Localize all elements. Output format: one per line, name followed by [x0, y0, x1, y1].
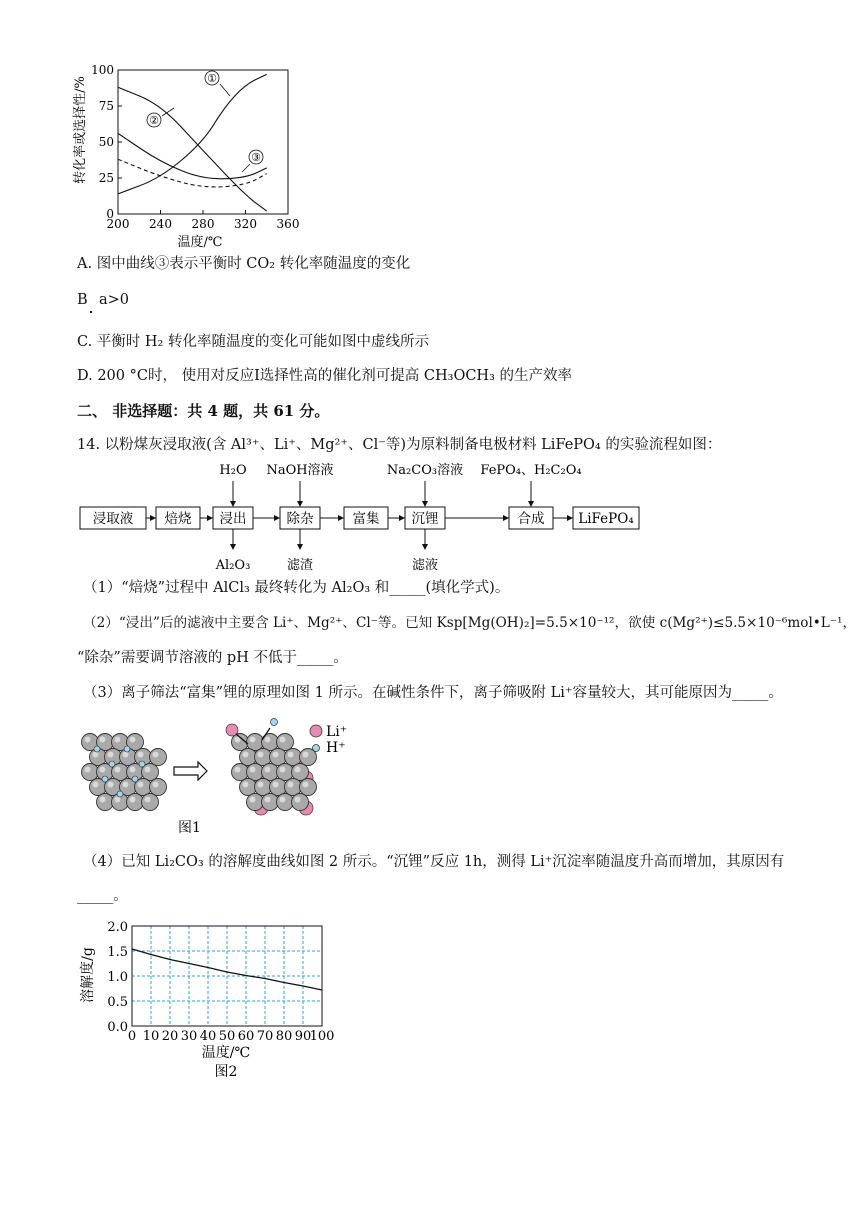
sieve-particle-highlight — [145, 767, 151, 773]
h-ion-leaving — [271, 719, 278, 726]
chart2-xtick-label: 70 — [256, 1029, 274, 1044]
legend-h-marker — [313, 745, 320, 752]
chart2-ytick-label: 1.5 — [107, 945, 128, 960]
option-b-text: a>0 — [99, 292, 130, 308]
sieve-particle — [150, 749, 167, 766]
flow-arrow-head — [274, 515, 280, 521]
flow-input-label: H₂O — [219, 463, 247, 478]
sieve-particle — [247, 764, 264, 781]
sieve-particle-highlight — [235, 767, 241, 773]
sieve-particle — [255, 749, 272, 766]
sieve-particle — [292, 794, 309, 811]
sieve-particle-highlight — [258, 782, 264, 788]
sieve-particle — [300, 779, 317, 796]
chart1-ytick-label: 100 — [91, 63, 114, 77]
sieve-particle — [150, 779, 167, 796]
flow-arrow-head — [399, 515, 405, 521]
sieve-particle-highlight — [243, 782, 249, 788]
sieve-particle-highlight — [265, 797, 271, 803]
option-a: A. 图中曲线③表示平衡时 CO₂ 转化率随温度的变化 — [77, 256, 411, 272]
section-title: 二、 非选择题：共 4 题，共 61 分。 — [77, 402, 330, 420]
sieve-particle-highlight — [138, 782, 144, 788]
legend-li-label: Li⁺ — [326, 724, 348, 740]
sieve-particle-highlight — [115, 737, 121, 743]
sieve-particle — [255, 779, 272, 796]
sieve-particle-highlight — [243, 752, 249, 758]
h-ion — [109, 761, 115, 767]
flow-input-label: FePO₄、H₂C₂O₄ — [480, 463, 582, 478]
chart2-xtick-label: 90 — [294, 1029, 312, 1044]
chart1-frame — [118, 70, 288, 214]
option-d: D. 200 °C时， 使用对反应Ⅰ选择性高的催化剂可提高 CH₃OCH₃ 的生产效率 — [77, 368, 573, 384]
sieve-particle — [127, 794, 144, 811]
sieve-particle — [82, 764, 99, 781]
conversion-selectivity-chart — [70, 56, 310, 252]
flow-arrow-head — [338, 515, 344, 521]
flow-input-arrowhead — [297, 501, 303, 507]
flow-input-label: NaOH溶液 — [266, 463, 334, 478]
chart1-xtick-label: 280 — [191, 217, 215, 231]
chart2-ytick-label: 1.0 — [107, 970, 128, 985]
ion-sieve-figure — [72, 714, 372, 842]
flow-box-label: 焙烧 — [164, 511, 192, 527]
sieve-particle-highlight — [250, 797, 256, 803]
flow-arrow-head — [150, 515, 156, 521]
sieve-particle-highlight — [273, 752, 279, 758]
chart2-ylabel: 溶解度/g — [80, 947, 96, 1003]
chart2-xtick-label: 80 — [275, 1029, 293, 1044]
sieve-particle-highlight — [295, 767, 301, 773]
question-2-line2: “除杂”需要调节溶液的 pH 不低于_____。 — [77, 650, 348, 666]
sieve-particle-highlight — [265, 767, 271, 773]
sieve-particle — [232, 764, 249, 781]
sieve-particle — [270, 749, 287, 766]
sieve-particle — [247, 794, 264, 811]
flow-output-arrowhead — [297, 544, 303, 550]
chart1-series-line — [118, 74, 267, 194]
sieve-particle-highlight — [93, 782, 99, 788]
sieve-particle-highlight — [123, 782, 129, 788]
q14-stem: 14. 以粉煤灰浸取液(含 Al³⁺、Li⁺、Mg²⁺、Cl⁻等)为原料制备电极材料 LiFePO₄ 的实验流程如图： — [77, 437, 722, 453]
sieve-particle-highlight — [265, 737, 271, 743]
flow-output-label: 滤渣 — [286, 558, 314, 573]
fig1-caption: 图1 — [178, 820, 201, 836]
question-4-line2: _____。 — [77, 888, 128, 904]
flow-output-label: 滤液 — [411, 558, 439, 573]
option-b-dot — [90, 311, 92, 313]
question-3: （3）离子筛法“富集”锂的原理如图 1 所示。在碱性条件下，离子筛吸附 Li⁺容量较大，其可能原因为_____。 — [83, 685, 783, 701]
chart2-ytick-label: 0.5 — [107, 995, 128, 1010]
sieve-particle — [292, 764, 309, 781]
sieve-particle-highlight — [130, 797, 136, 803]
chart2-xtick-label: 40 — [199, 1029, 217, 1044]
sieve-particle — [262, 794, 279, 811]
ion-sieve-after — [226, 719, 317, 816]
flow-arrow-head — [207, 515, 213, 521]
sieve-particle-highlight — [130, 737, 136, 743]
sieve-particle-highlight — [288, 782, 294, 788]
question-4-line1: （4）已知 Li₂CO₃ 的溶解度曲线如图 2 所示。“沉锂”反应 1h，测得 Li⁺沉淀率随温度升高而增加，其原因有 — [83, 854, 785, 870]
flow-output-arrowhead — [230, 544, 236, 550]
chart2-ytick-label: 0.0 — [107, 1020, 128, 1035]
flow-box-label: 浸出 — [219, 511, 247, 527]
chart1-ytick-label: 75 — [98, 99, 114, 113]
h-ion — [124, 746, 130, 752]
sieve-particle-highlight — [138, 752, 144, 758]
chart1-series-line — [118, 133, 267, 178]
process-flowchart — [72, 458, 652, 576]
chart1-curve-label: ③ — [251, 151, 261, 164]
sieve-particle — [285, 749, 302, 766]
chart1-ytick-label: 50 — [98, 135, 114, 149]
chart2-xtick-label: 10 — [142, 1029, 160, 1044]
h-ion — [132, 776, 138, 782]
sieve-particle — [240, 749, 257, 766]
sieve-particle-highlight — [303, 782, 309, 788]
sieve-particle — [262, 764, 279, 781]
chart1-ytick-label: 25 — [98, 171, 114, 185]
sieve-particle-highlight — [100, 767, 106, 773]
flow-arrow-head — [503, 515, 509, 521]
sieve-particle-highlight — [153, 752, 159, 758]
chart1-leader-line — [242, 164, 250, 172]
sieve-particle-highlight — [100, 797, 106, 803]
chart1-leader-line — [220, 84, 230, 96]
sieve-particle-highlight — [280, 797, 286, 803]
option-c: C. 平衡时 H₂ 转化率随温度的变化可能如图中虚线所示 — [77, 334, 429, 350]
option-b-letter: B — [77, 292, 88, 308]
h-ion — [117, 791, 123, 797]
chart1-series-line — [118, 87, 267, 211]
sieve-particle — [240, 779, 257, 796]
flow-box-label: 浸取液 — [92, 511, 134, 527]
sieve-particle-highlight — [280, 737, 286, 743]
flow-input-arrowhead — [528, 501, 534, 507]
flow-output-arrowhead — [422, 544, 428, 550]
sieve-particle — [277, 794, 294, 811]
sieve-particle — [277, 764, 294, 781]
h-ion — [102, 776, 108, 782]
sieve-particle-highlight — [295, 797, 301, 803]
sieve-particle-highlight — [145, 797, 151, 803]
flow-box-label: 除杂 — [286, 511, 314, 527]
sieve-particle-highlight — [115, 797, 121, 803]
solubility-chart — [76, 914, 346, 1086]
flow-box-label: 合成 — [517, 511, 545, 527]
chart1-xtick-label: 240 — [149, 217, 172, 231]
sieve-particle-highlight — [108, 752, 114, 758]
chart1-xtick-label: 320 — [234, 217, 257, 231]
sieve-particle-highlight — [280, 767, 286, 773]
chart2-xtick-label: 60 — [237, 1029, 255, 1044]
sieve-particle-highlight — [288, 752, 294, 758]
sieve-particle — [270, 779, 287, 796]
sieve-particle-highlight — [130, 767, 136, 773]
flow-output-label: Al₂O₃ — [215, 558, 251, 573]
sieve-particle — [277, 734, 294, 751]
chart1-series-line — [118, 159, 267, 187]
chart2-xtick-label: 30 — [180, 1029, 198, 1044]
sieve-particle-highlight — [250, 737, 256, 743]
legend-h-label: H⁺ — [326, 740, 346, 756]
h-ion — [139, 761, 145, 767]
chart1-xtick-label: 200 — [106, 217, 130, 231]
sieve-particle — [285, 779, 302, 796]
flow-input-arrowhead — [422, 501, 428, 507]
ion-sieve-before — [82, 734, 167, 811]
chart1-curve-label: ② — [149, 114, 159, 127]
chart2-xtick-label: 20 — [161, 1029, 179, 1044]
question-1: （1）“焙烧”过程中 AlCl₃ 最终转化为 Al₂O₃ 和_____(填化学式)。 — [83, 580, 510, 596]
sieve-particle — [247, 734, 264, 751]
flow-box-label: 沉锂 — [411, 511, 439, 527]
chart1-curve-label: ① — [207, 72, 217, 85]
flow-box-label: LiFePO₄ — [578, 511, 634, 527]
sieve-particle-highlight — [250, 767, 256, 773]
sieve-particle-highlight — [123, 752, 129, 758]
chart2-xtick-label: 0 — [127, 1029, 137, 1044]
sieve-particle-highlight — [303, 752, 309, 758]
chart2-xlabel: 温度/℃ — [201, 1045, 251, 1061]
question-2-line1: （2）“浸出”后的滤液中主要含 Li⁺、Mg²⁺、Cl⁻等。已知 Ksp[Mg(OH)₂]=5.5×10⁻¹²，欲使 c(Mg²⁺)≤5.5×10⁻⁶mol•L⁻¹， — [83, 615, 857, 631]
sieve-particle — [97, 794, 114, 811]
chart1-xlabel: 温度/℃ — [177, 235, 223, 250]
flow-box-label: 富集 — [352, 511, 380, 527]
sieve-particle-highlight — [258, 752, 264, 758]
h-ion — [94, 746, 100, 752]
sieve-particle-highlight — [85, 737, 91, 743]
transform-arrow — [174, 762, 207, 780]
chart2-xtick-label: 50 — [218, 1029, 236, 1044]
chart2-ytick-label: 2.0 — [107, 920, 128, 935]
chart2-caption: 图2 — [214, 1064, 238, 1080]
sieve-particle — [142, 794, 159, 811]
sieve-particle-highlight — [93, 752, 99, 758]
flow-input-label: Na₂CO₃溶液 — [386, 463, 464, 478]
chart1-ylabel: 转化率或选择性/% — [73, 76, 88, 184]
sieve-particle-highlight — [273, 782, 279, 788]
flow-arrow-head — [567, 515, 573, 521]
sieve-particle-highlight — [108, 782, 114, 788]
sieve-particle-highlight — [85, 767, 91, 773]
sieve-particle-highlight — [153, 782, 159, 788]
legend-li-marker — [310, 725, 322, 737]
flow-input-arrowhead — [230, 501, 236, 507]
chart1-xtick-label: 360 — [276, 217, 300, 231]
sieve-particle-highlight — [100, 737, 106, 743]
chart2-xtick-label: 100 — [309, 1029, 335, 1044]
sieve-particle-highlight — [115, 767, 121, 773]
chart1-ytick-label: 0 — [106, 207, 114, 221]
